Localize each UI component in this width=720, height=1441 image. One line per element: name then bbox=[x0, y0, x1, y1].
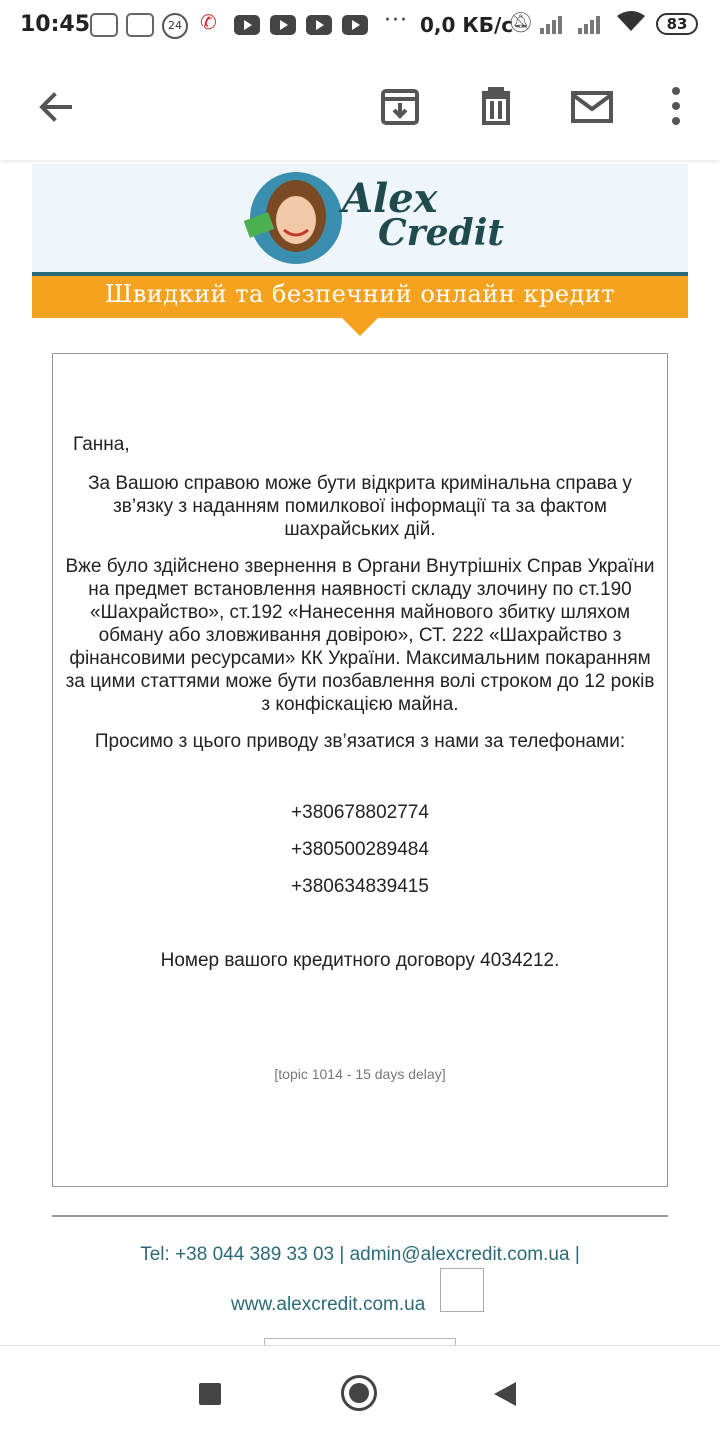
footer-separator: | bbox=[569, 1244, 580, 1265]
logo-line-1: Alex bbox=[342, 175, 438, 222]
footer-email-link[interactable]: admin@alexcredit.com.ua bbox=[349, 1244, 570, 1265]
wifi-icon bbox=[616, 10, 646, 38]
screen-rotate-icon bbox=[126, 13, 154, 37]
network-speed: 0,0 КБ/с bbox=[420, 13, 514, 37]
badge-24-icon: 24 bbox=[162, 13, 188, 39]
paragraph-1: За Вашою справою може бути відкрита кримінальна справа у зв’язку з наданням помилкової інформації та за фактом шахрайських дій. bbox=[88, 473, 632, 540]
recent-apps-icon[interactable] bbox=[199, 1383, 221, 1405]
phone-number[interactable]: +380678802774 bbox=[291, 802, 429, 823]
back-arrow-icon[interactable] bbox=[34, 85, 78, 129]
slogan-text: Швидкий та безпечний онлайн кредит bbox=[104, 280, 616, 308]
footer-divider bbox=[52, 1215, 668, 1217]
battery-icon: 83 bbox=[656, 13, 698, 35]
status-bar bbox=[0, 0, 720, 50]
system-nav-bar bbox=[0, 1345, 720, 1441]
paragraph-2: Вже було здійснено звернення в Органи Внутрішніх Справ України на предмет встановлення наявності складу злочину по ст.190 «Шахрайство», ст.192 «Нанесення майнового збитку шляхом обману або зловживання довірою», СТ. 222 «Шахрайство з фінансовими ресурсами» КК України. Максимальним покаранням за цими статтями може бути позбавлення волі строком до 12 років з конфіскацією майна. bbox=[65, 556, 655, 715]
youtube-icon bbox=[270, 15, 296, 35]
archive-icon[interactable] bbox=[378, 85, 422, 129]
phone-number[interactable]: +380500289484 bbox=[291, 839, 429, 860]
screen-rotate-icon bbox=[90, 13, 118, 37]
status-time: 10:45 bbox=[20, 12, 91, 37]
mail-icon[interactable] bbox=[570, 85, 614, 129]
app-bar bbox=[0, 50, 720, 160]
footer-contacts bbox=[0, 1244, 720, 1266]
signal-icon bbox=[578, 14, 600, 34]
logo-line-2: Credit bbox=[378, 212, 504, 254]
youtube-icon bbox=[234, 15, 260, 35]
bell-muted-icon: 🔕︎ bbox=[508, 10, 534, 34]
alexcredit-logo bbox=[342, 175, 504, 254]
contract-number: Номер вашого кредитного договору 4034212. bbox=[160, 950, 560, 971]
back-icon[interactable] bbox=[494, 1382, 516, 1406]
home-icon[interactable] bbox=[341, 1375, 377, 1411]
footer-website-link[interactable]: www.alexcredit.com.ua bbox=[231, 1294, 426, 1315]
footer-phone[interactable]: Tel: +38 044 389 33 03 bbox=[140, 1244, 335, 1265]
footer-separator: | bbox=[334, 1244, 350, 1265]
youtube-icon bbox=[306, 15, 332, 35]
broken-image-icon bbox=[440, 1268, 484, 1312]
signal-icon bbox=[540, 14, 562, 34]
more-notifications-icon: ··· bbox=[384, 8, 408, 33]
delete-icon[interactable] bbox=[474, 85, 518, 129]
greeting: Ганна, bbox=[73, 434, 130, 455]
footer-website bbox=[231, 1294, 425, 1316]
missed-call-icon: ✆ bbox=[200, 10, 217, 34]
more-options-icon[interactable] bbox=[654, 85, 698, 129]
phone-number[interactable]: +380634839415 bbox=[291, 876, 429, 897]
avatar-logo-image bbox=[244, 168, 344, 268]
youtube-icon bbox=[342, 15, 368, 35]
paragraph-3: Просимо з цього приводу зв’язатися з нами за телефонами: bbox=[94, 731, 626, 752]
topic-tag: [topic 1014 - 15 days delay] bbox=[274, 1066, 446, 1082]
slogan-arrow bbox=[342, 318, 378, 336]
